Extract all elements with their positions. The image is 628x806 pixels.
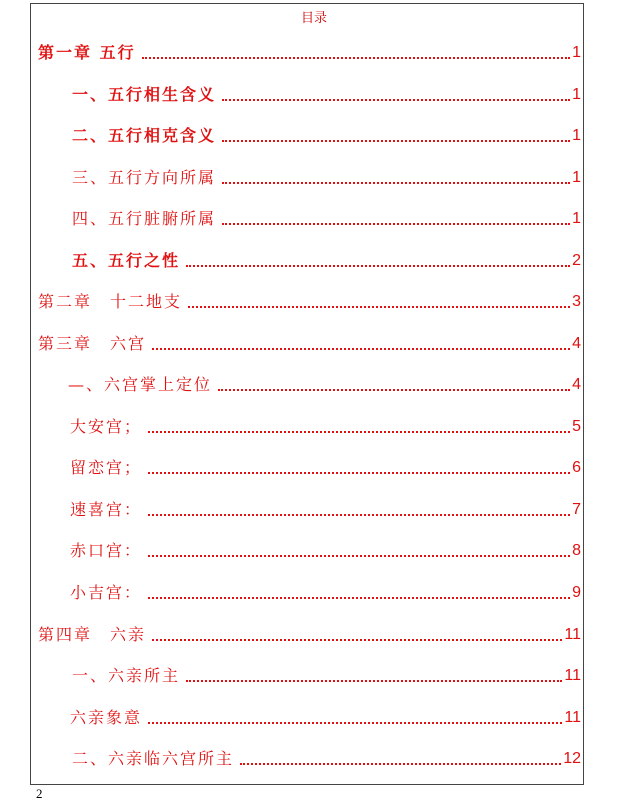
toc-entry-section[interactable] [70,703,581,729]
toc-entry-section[interactable] [72,80,581,106]
dot-leader [152,638,562,641]
toc-entry-page: 7 [572,501,581,518]
dot-leader [148,721,562,724]
toc-entry-chapter-2[interactable] [38,287,581,313]
toc-entry-section[interactable] [72,661,581,687]
toc-entry-title: —、六宫掌上定位 [68,375,213,394]
dot-leader [188,305,570,308]
toc-entry-page: 11 [564,709,581,726]
toc-entry-page: 1 [572,86,581,103]
toc-entry-subsection[interactable] [70,495,581,521]
dot-leader [222,222,570,225]
toc-entry-page: 2 [572,252,581,269]
dot-leader [186,264,570,267]
toc-entry-chapter-1[interactable] [38,38,581,64]
toc-entry-title: 大安宫； [70,417,143,436]
toc-entry-title: 一、五行相生含义 [72,85,217,104]
toc-entry-title: 第一章 五行 [38,43,136,62]
toc-entry-title: 二、五行相克含义 [72,126,217,145]
toc-entry-section[interactable] [72,744,581,770]
dot-leader [152,347,570,350]
toc-entry-page: 11 [564,626,581,643]
toc-entry-page: 1 [572,44,581,61]
dot-leader [186,679,562,682]
toc-entry-page: 4 [572,376,581,393]
toc-entry-section[interactable] [72,246,581,272]
dot-leader [240,762,561,765]
toc-entry-page: 12 [563,750,581,767]
toc-entry-subsection[interactable] [70,578,581,604]
dot-leader [222,98,570,101]
toc-entry-title: 第四章 六亲 [38,625,147,644]
toc-entry-page: 1 [572,127,581,144]
toc-entry-subsection[interactable] [70,536,581,562]
toc-entry-title: 三、五行方向所属 [72,168,217,187]
toc-entry-title: 赤口宫： [70,541,143,560]
dot-leader [148,554,570,557]
toc-entry-section[interactable] [72,204,581,230]
toc-entry-page: 1 [572,169,581,186]
toc-entry-title: 二、六亲临六宫所主 [72,749,235,768]
toc-entry-section[interactable] [72,163,581,189]
toc-entry-title: 速喜宫： [70,500,143,519]
toc-entry-page: 6 [572,459,581,476]
toc-entry-chapter-4[interactable] [38,620,581,646]
toc-entry-page: 4 [572,335,581,352]
toc-entry-title: 第二章 十二地支 [38,292,183,311]
dot-leader [148,596,570,599]
toc-entry-section[interactable] [72,121,581,147]
toc-entry-title: 小吉宫： [70,583,143,602]
toc-title: 目录 [300,11,327,26]
toc-entry-title: 一、六亲所主 [72,666,181,685]
toc-entry-page: 8 [572,542,581,559]
dot-leader [148,430,570,433]
toc-entry-subsection[interactable] [70,412,581,438]
dot-leader [222,181,570,184]
toc-entry-page: 5 [572,418,581,435]
toc-entry-chapter-3[interactable] [38,329,581,355]
dot-leader [148,471,570,474]
toc-entry-page: 1 [572,210,581,227]
page-number: 2 [36,786,43,801]
toc-entry-page: 3 [572,293,581,310]
toc-entry-title: 四、五行脏腑所属 [72,209,217,228]
dot-leader [142,56,571,59]
toc-entry-title: 五、五行之性 [72,251,181,270]
toc-entry-title: 留恋宫； [70,458,143,477]
toc-entry-section[interactable] [68,370,581,396]
toc-entry-page: 11 [564,667,581,684]
toc-entry-subsection[interactable] [70,453,581,479]
toc-entry-title: 六亲象意 [70,708,143,727]
dot-leader [222,139,570,142]
toc-entry-title: 第三章 六宫 [38,334,147,353]
dot-leader [148,513,570,516]
dot-leader [218,388,570,391]
toc-entry-page: 9 [572,584,581,601]
